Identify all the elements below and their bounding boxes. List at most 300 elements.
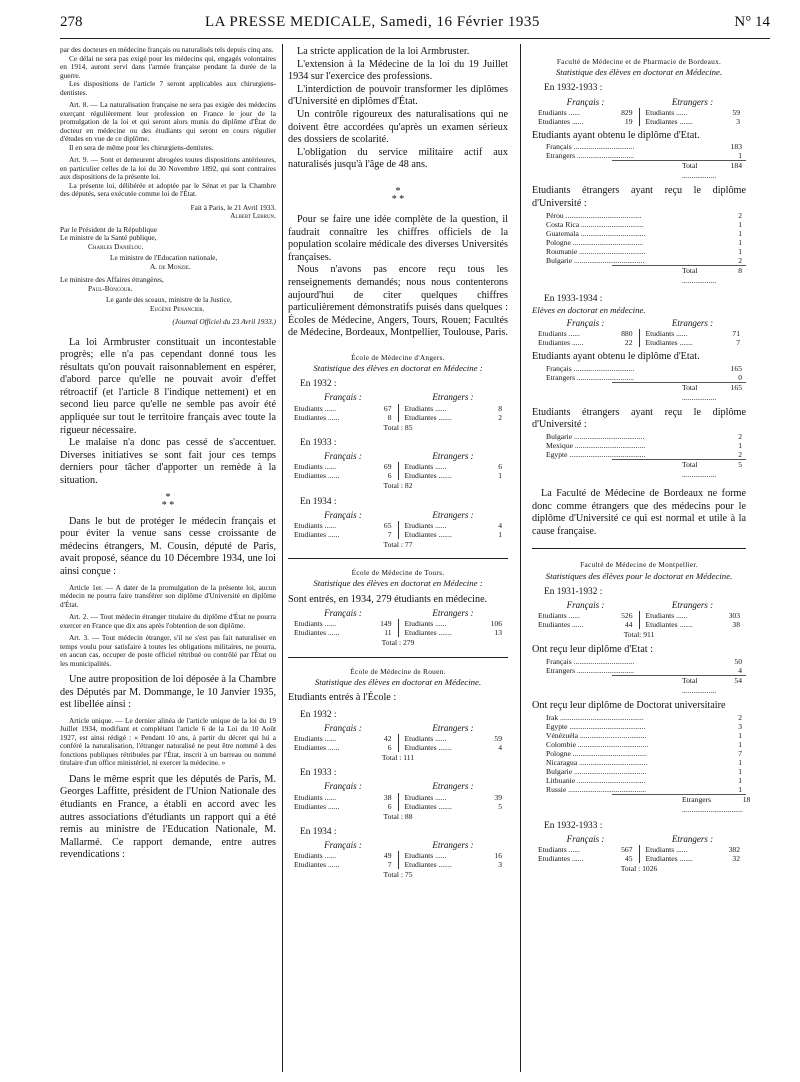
stat-list [532, 712, 751, 815]
list-title: Etudiants ayant obtenu le diplôme d'Etat. [532, 129, 700, 141]
item-value: 1 [738, 775, 742, 785]
list-total [612, 459, 746, 480]
body-paragraph: Le malaise n'a donc pas cessé de s'accentuer. Diverses initiatives se sont fait jour ces temps derniers pour tâcher d'apporter un remède à la situation. [60, 437, 276, 487]
stat-rows [532, 108, 746, 126]
row-label: Etudiantes ...... [294, 860, 340, 870]
total-label: Total .................. [682, 161, 717, 181]
list-item [532, 364, 746, 373]
stat-row [288, 851, 508, 860]
body-paragraph: La loi Armbruster constituait un incontestable progrès; elle n'a pas cependant donné tous les résultats qu'on pouvait raisonnablement en espérer, d'abord parce qu'elle ne pouvait avoir d'effet rétroactif (et l'article 8 l'indique nettement) et en second lieu parce qu'elle ne semble pas avoir été appliquée sur tout le territoire français avec toute la rigueur nécessaire. [60, 336, 276, 436]
year-label: En 1933 : [300, 437, 337, 448]
foreign-cell [399, 619, 509, 628]
french-label: Français : [324, 451, 362, 462]
stat-rows [532, 611, 746, 640]
stat-rows [288, 734, 508, 763]
row-label: Etudiantes ...... [294, 471, 340, 481]
foreign-label: Etrangers : [432, 839, 474, 850]
foreign-cell [399, 743, 509, 752]
bordeaux-section [532, 56, 746, 538]
item-label: Vénézuéla ................................... [546, 730, 647, 740]
foreign-cell [399, 413, 509, 422]
french-cell [288, 851, 398, 860]
decree-paragraph: Les dispositions de l'article 7 seront applicables aux chirurgiens-dentistes. [60, 79, 276, 97]
decree-date: Fait à Paris, le 21 Avril 1933. [190, 202, 276, 212]
item-label: Guatemala .................................. [546, 228, 646, 238]
demand-item: L'interdiction de pouvoir transformer les diplômes d'Université en diplômes d'État. [288, 83, 508, 108]
stat-row [288, 471, 508, 480]
table-head [288, 510, 508, 521]
row-value: 6 [387, 471, 392, 481]
row-label: Etudiants ...... [404, 619, 447, 629]
item-value: 1 [738, 151, 742, 161]
section-rule [532, 548, 746, 549]
signatory: Le ministre de l'Education nationale, [110, 253, 218, 262]
law-article: Article 1er. — A dater de la promulgation de la présente loi, aucun médecin ne pourra faire transférer son diplôme d'Université en diplôme d'État. [60, 582, 276, 609]
item-label: Français ................................ [546, 656, 635, 666]
list-item [532, 441, 746, 450]
list-item [532, 666, 746, 675]
row-value: 303 [728, 611, 740, 621]
french-cell [532, 611, 639, 620]
french-cell [288, 462, 398, 471]
row-value: 5 [498, 801, 502, 811]
stat-row [288, 860, 508, 869]
body-paragraph: Une autre proposition de loi déposée à la Chambre des Députés par M. Dommange, le 10 Janvier 1935, est libellée ainsi : [60, 674, 276, 711]
list-item [532, 740, 746, 749]
list-item [532, 256, 746, 265]
decree-paragraph: Il en sera de même pour les chirurgiens-dentistes. [69, 142, 214, 152]
row-label: Etudiantes ...... [294, 742, 340, 752]
row-value: 32 [732, 853, 740, 863]
foreign-label: Etrangers : [671, 318, 714, 328]
section-rule [288, 657, 508, 658]
stat-rows [288, 462, 508, 491]
row-label: Etudiants ...... [404, 792, 447, 802]
signatory: Eugène Penancier. [150, 303, 205, 313]
item-label: Français ................................ [546, 142, 635, 152]
list-item [532, 247, 746, 256]
item-value: 1 [738, 766, 742, 776]
item-value: 1 [738, 757, 742, 767]
french-cell [288, 619, 398, 628]
item-label: Russie ......................................... [546, 784, 646, 794]
stat-list [532, 657, 746, 696]
stat-row [288, 619, 508, 628]
row-value: 59 [732, 107, 740, 117]
year-label: En 1932-1933 : [544, 820, 603, 831]
law-article: Art. 3. — Tout médecin étranger, s'il ne s'est pas fait naturaliser en temps voulu pour satisfaire à toutes les obligations militaires, ne pourra, en aucun cas, occuper de poste officiel rétribué ou contrôlé par l'État ou les municipalités. [60, 633, 276, 668]
conclusion-paragraph: La Faculté de Médecine de Bordeaux ne forme donc comme étrangers que des médecins pour le diplôme d'Université ce qui est normal et utile à la cause française. [532, 487, 746, 537]
row-label: Etudiantes ...... [538, 116, 584, 126]
row-value: 69 [383, 462, 392, 472]
foreign-label: Etrangers : [432, 451, 474, 462]
row-value: 4 [498, 520, 502, 530]
column-1 [60, 46, 276, 1076]
row-value: 829 [621, 107, 633, 117]
total-line: Total : 279 [381, 638, 415, 648]
section-title: École de Médecine de Rouen. [350, 666, 446, 676]
list-title: Ont reçu leur diplôme d'Etat : [532, 644, 653, 656]
row-value: 16 [494, 851, 502, 861]
row-value: 38 [383, 792, 392, 802]
stat-row [288, 628, 508, 637]
list-title: Etudiants étrangers ayant reçu le diplôme d'Université : [532, 406, 746, 431]
list-item [532, 749, 746, 758]
row-value: 39 [494, 792, 502, 802]
item-value: 50 [734, 656, 742, 666]
row-label: Etudiantes ....... [404, 412, 452, 422]
total-value: 184 [730, 161, 742, 171]
total-value: 165 [730, 382, 742, 392]
item-value: 2 [738, 712, 742, 722]
list-item [532, 657, 746, 666]
item-value: 2 [738, 255, 742, 265]
item-value: 165 [730, 363, 742, 373]
stat-rows [288, 793, 508, 822]
french-label: Français : [324, 509, 362, 520]
foreign-cell [399, 521, 509, 530]
row-label: Etudiantes ...... [538, 853, 584, 863]
row-value: 65 [383, 520, 392, 530]
signatory: Charles Daniélou. [88, 241, 144, 251]
foreign-label: Etrangers : [671, 96, 714, 107]
table-head [532, 318, 746, 329]
french-cell [532, 329, 639, 338]
row-label: Etudiants ...... [538, 611, 580, 621]
french-cell [288, 793, 398, 802]
row-value: 45 [624, 853, 633, 863]
row-label: Etudiants ...... [538, 329, 580, 339]
list-total [612, 382, 746, 403]
list-item [532, 211, 746, 220]
section-intro: Sont entrés, en 1934, 279 étudiants en médecine. [288, 593, 488, 605]
french-cell [288, 521, 398, 530]
french-cell [288, 743, 398, 752]
item-value: 2 [738, 449, 742, 459]
row-label: Etudiants ...... [404, 520, 447, 530]
row-value: 149 [380, 619, 392, 629]
stat-row [532, 117, 746, 126]
row-label: Etudiants ...... [294, 792, 336, 802]
total-line: Total : 88 [383, 811, 413, 821]
french-cell [532, 338, 639, 347]
row-value: 1 [498, 529, 502, 539]
stat-row [288, 793, 508, 802]
stat-list [532, 142, 746, 181]
row-label: Etudiantes ....... [645, 620, 693, 630]
signatory: Paul-Boncour. [88, 283, 133, 293]
year-label: En 1933-1934 : [544, 293, 603, 304]
item-label: Mexique ..................................... [546, 440, 646, 450]
year-label: En 1932-1933 : [544, 83, 603, 94]
row-value: 8 [387, 412, 392, 422]
french-label: Français : [566, 318, 605, 328]
year-label: En 1934 : [300, 826, 337, 837]
foreign-cell [399, 860, 509, 869]
foreign-cell [640, 338, 747, 347]
item-value: 1 [738, 784, 742, 794]
body-paragraph: Pour se faire une idée complète de la question, il faudrait connaître les chiffres officiels de la population scolaire médicale des diverses Universités françaises. [288, 213, 508, 263]
total-line: Total : 75 [383, 870, 413, 880]
row-label: Etudiantes ....... [645, 853, 693, 863]
stat-list [532, 364, 746, 403]
row-label: Etudiantes ...... [294, 801, 340, 811]
section-subtitle: Statistique des élèves en doctorat en Médecine : [313, 363, 483, 374]
french-label: Français : [566, 599, 605, 610]
row-value: 526 [621, 611, 633, 621]
foreign-label: Etrangers : [671, 599, 714, 610]
stat-pair [532, 108, 746, 126]
row-label: Etudiants ...... [294, 733, 336, 743]
table-head [532, 97, 746, 108]
list-title: Etudiants ayant obtenu le diplôme d'Etat. [532, 351, 700, 363]
french-label: Français : [324, 608, 362, 619]
signatory: Le ministre des Affaires étrangères, [60, 275, 164, 284]
item-label: Lithuanie .................................... [546, 775, 646, 785]
decree-paragraph: par des docteurs en médecine français ou naturalisés tels depuis cinq ans. [60, 45, 274, 54]
row-value: 42 [383, 733, 392, 743]
row-value: 49 [383, 851, 392, 861]
montpellier-section [532, 559, 751, 874]
list-title: Ont reçu leur diplôme de Doctorat universitaire [532, 699, 726, 711]
decree-president: Albert Lebrun. [230, 211, 276, 220]
row-value: 59 [494, 733, 502, 743]
french-cell [288, 802, 398, 811]
row-label: Etudiants ...... [645, 329, 688, 339]
table-head [288, 608, 508, 619]
demand-item: L'extension à la Médecine de la loi du 19 Juillet 1934 sur l'exercice des professions. [288, 58, 508, 83]
list-total [612, 794, 751, 815]
total-line: Total : 1026 [620, 863, 658, 873]
list-item [532, 151, 746, 160]
stat-block [288, 710, 508, 881]
year-label: En 1932 : [300, 379, 337, 390]
section-title: Faculté de Médecine et de Pharmacie de Bordeaux. [556, 57, 722, 66]
stat-rows [288, 404, 508, 433]
table-head [288, 723, 508, 734]
item-label: Irak ............................................ [546, 712, 644, 722]
row-label: Etudiantes ...... [294, 529, 340, 539]
row-label: Etudiantes ....... [645, 116, 693, 126]
stat-pair [532, 611, 746, 640]
french-cell [288, 734, 398, 743]
french-label: Français : [324, 839, 362, 850]
signatory: A. de Monzie. [150, 261, 191, 271]
signatory: Le garde des sceaux, ministre de la Justice, [106, 295, 232, 304]
item-label: Colombie ..................................... [546, 739, 649, 749]
french-cell [288, 860, 398, 869]
item-label: Egypte ........................................ [546, 449, 646, 459]
list-item [532, 767, 746, 776]
total-label: Etrangers ................................ [682, 794, 743, 814]
row-value: 8 [498, 403, 502, 413]
stat-row [288, 802, 508, 811]
issue-number: N° 14 [734, 14, 770, 30]
section-title: École de Médecine d'Angers. [351, 352, 445, 362]
row-label: Etudiants ...... [404, 462, 447, 472]
stat-rows [288, 619, 508, 648]
foreign-cell [640, 117, 747, 126]
section-rule [288, 558, 508, 559]
list-title: Etudiants étrangers ayant reçu le diplôme d'Université : [532, 185, 746, 209]
row-value: 106 [490, 619, 502, 629]
row-label: Etudiantes ....... [645, 338, 693, 348]
table-head [532, 600, 746, 611]
item-label: Français ................................ [546, 363, 635, 373]
list-item [532, 722, 746, 731]
item-label: Bulgarie ..................................... [546, 255, 645, 265]
item-value: 3 [738, 721, 742, 731]
section-intro: Etudiants entrés à l'École : [288, 691, 397, 703]
page-number: 278 [60, 14, 83, 30]
item-value: 0 [738, 372, 742, 382]
stat-row [288, 462, 508, 471]
item-label: Pologne ....................................... [546, 748, 647, 758]
angers-section [288, 352, 508, 550]
year-label: En 1934 : [300, 496, 337, 507]
total-line: Total : 82 [383, 481, 413, 491]
column-3 [532, 46, 751, 1076]
total-value: 5 [738, 459, 742, 469]
item-label: Nicaragua .................................... [546, 757, 648, 767]
foreign-cell [640, 620, 747, 629]
row-label: Etudiants ...... [294, 851, 336, 861]
foreign-cell [399, 851, 509, 860]
item-label: Costa Rica ................................. [546, 219, 644, 229]
item-label: Etrangers .............................. [546, 372, 634, 382]
row-value: 19 [624, 116, 633, 126]
table-head [288, 781, 508, 792]
section-stars: * * * [161, 491, 175, 511]
row-label: Etudiants ...... [404, 733, 447, 743]
law-article: Art. 2. — Tout médecin étranger titulaire du diplôme d'État ne pourra exercer en France que dix ans après l'obtention de son diplôme. [60, 612, 276, 630]
table-head [288, 840, 508, 851]
french-label: Français : [566, 96, 605, 107]
header-rule [60, 38, 770, 39]
foreign-label: Etrangers : [671, 833, 714, 844]
journal-reference: (Journal Officiel du 23 Avril 1933.) [172, 317, 276, 326]
body-paragraph: Nous n'avons pas encore reçu tous les renseignements demandés; nous nous contenterons aujourd'hui de citer quelques chiffres particulièrement démonstratifs puisés dans quelques : Écoles de Médecine, Angers, Tours, Rouen; Facultés de Médecine, Bordeaux, Montpellier, Toulouse, Paris. [288, 264, 508, 339]
list-item [532, 229, 746, 238]
row-value: 22 [624, 338, 633, 348]
row-label: Etudiantes ....... [404, 801, 452, 811]
item-value: 1 [738, 228, 742, 238]
item-label: Egypte ........................................ [546, 721, 646, 731]
row-value: 567 [621, 844, 633, 854]
total-label: Total .................. [682, 382, 717, 402]
row-value: 71 [732, 329, 740, 339]
french-cell [288, 530, 398, 539]
row-value: 6 [387, 742, 392, 752]
row-label: Etudiants ...... [294, 619, 336, 629]
decree-paragraph: Ce délai ne sera pas exigé pour les médecins qui, engagés volontaires en 1914, auront servi dans l'armée française pendant la durée de la guerre. [60, 53, 276, 80]
table-head [288, 451, 508, 462]
demand-item: La stricte application de la loi Armbruster. [297, 46, 470, 57]
list-item [532, 432, 746, 441]
foreign-label: Etrangers : [432, 781, 474, 792]
total-label: Total .................. [682, 265, 717, 285]
section-subtitle: Statistiques des élèves pour le doctorat en Médecine. [545, 570, 733, 581]
row-label: Etudiants ...... [645, 844, 688, 854]
foreign-cell [640, 854, 747, 863]
total-line: Total: 911 [623, 630, 655, 640]
list-item [532, 238, 746, 247]
signatory: Par le Président de la République [60, 224, 158, 234]
list-total [612, 675, 746, 696]
total-value: 54 [734, 675, 742, 685]
row-value: 2 [498, 412, 502, 422]
item-label: Bulgarie ...................................... [546, 766, 647, 776]
item-label: Pérou ........................................ [546, 210, 642, 220]
french-cell [288, 628, 398, 637]
item-value: 183 [730, 142, 742, 152]
french-cell [532, 845, 639, 854]
stat-rows [532, 845, 746, 874]
french-cell [288, 413, 398, 422]
list-item [532, 731, 746, 740]
stat-row [532, 845, 746, 854]
row-label: Etudiantes ...... [538, 620, 584, 630]
section-title: Faculté de Médecine de Montpellier. [580, 560, 698, 570]
foreign-cell [399, 793, 509, 802]
row-label: Etudiants ...... [294, 520, 336, 530]
page-header [60, 14, 770, 36]
list-item [532, 373, 746, 382]
row-value: 7 [387, 860, 392, 870]
foreign-cell [640, 611, 747, 620]
french-label: Français : [324, 722, 362, 733]
french-cell [532, 620, 639, 629]
stat-pair [532, 845, 746, 874]
stat-block [288, 379, 508, 550]
stat-row [532, 108, 746, 117]
stat-block [288, 608, 508, 648]
row-value: 38 [732, 620, 740, 630]
row-value: 11 [384, 628, 392, 638]
row-value: 7 [387, 529, 392, 539]
foreign-cell [399, 628, 509, 637]
section-title: École de Médecine de Tours. [351, 568, 445, 578]
section-stars: * * * [391, 185, 405, 205]
item-value: 2 [738, 431, 742, 441]
row-label: Etudiants ...... [294, 403, 336, 413]
foreign-cell [399, 530, 509, 539]
list-item [532, 713, 746, 722]
stat-row [532, 611, 746, 620]
item-value: 1 [738, 739, 742, 749]
decree-text [60, 46, 276, 199]
row-value: 3 [498, 860, 502, 870]
body-paragraph: Dans le même esprit que les députés de Paris, M. Georges Laffitte, président de l'Union Nationale des étudiants en France, a établi en accord avec les autres associations d'étudiants un rapport qui a été remis au ministre de l'Education Nationale, M. Mallarmé. Ce rapport demande, entre autres revendications : [60, 773, 276, 861]
item-value: 1 [738, 219, 742, 229]
item-value: 1 [738, 440, 742, 450]
row-label: Etudiants ...... [538, 107, 580, 117]
stat-row [532, 329, 746, 338]
row-label: Etudiants ...... [645, 611, 688, 621]
demand-item: L'obligation du service militaire actif aux naturalisés jusqu'à l'âge de 48 ans. [288, 146, 508, 171]
foreign-label: Etrangers : [432, 509, 474, 520]
stat-pair [532, 329, 746, 347]
row-label: Etudiants ...... [294, 462, 336, 472]
table-head [532, 834, 746, 845]
row-value: 67 [383, 403, 392, 413]
demand-item: Un contrôle rigoureux des naturalisations qui ne doivent être accordées qu'après un examen sérieux des dossiers de scolarité. [288, 108, 508, 146]
stat-rows [288, 521, 508, 550]
stat-row [532, 620, 746, 629]
column-2 [288, 46, 508, 1076]
year-label: En 1933 : [300, 768, 337, 779]
list-item [532, 220, 746, 229]
